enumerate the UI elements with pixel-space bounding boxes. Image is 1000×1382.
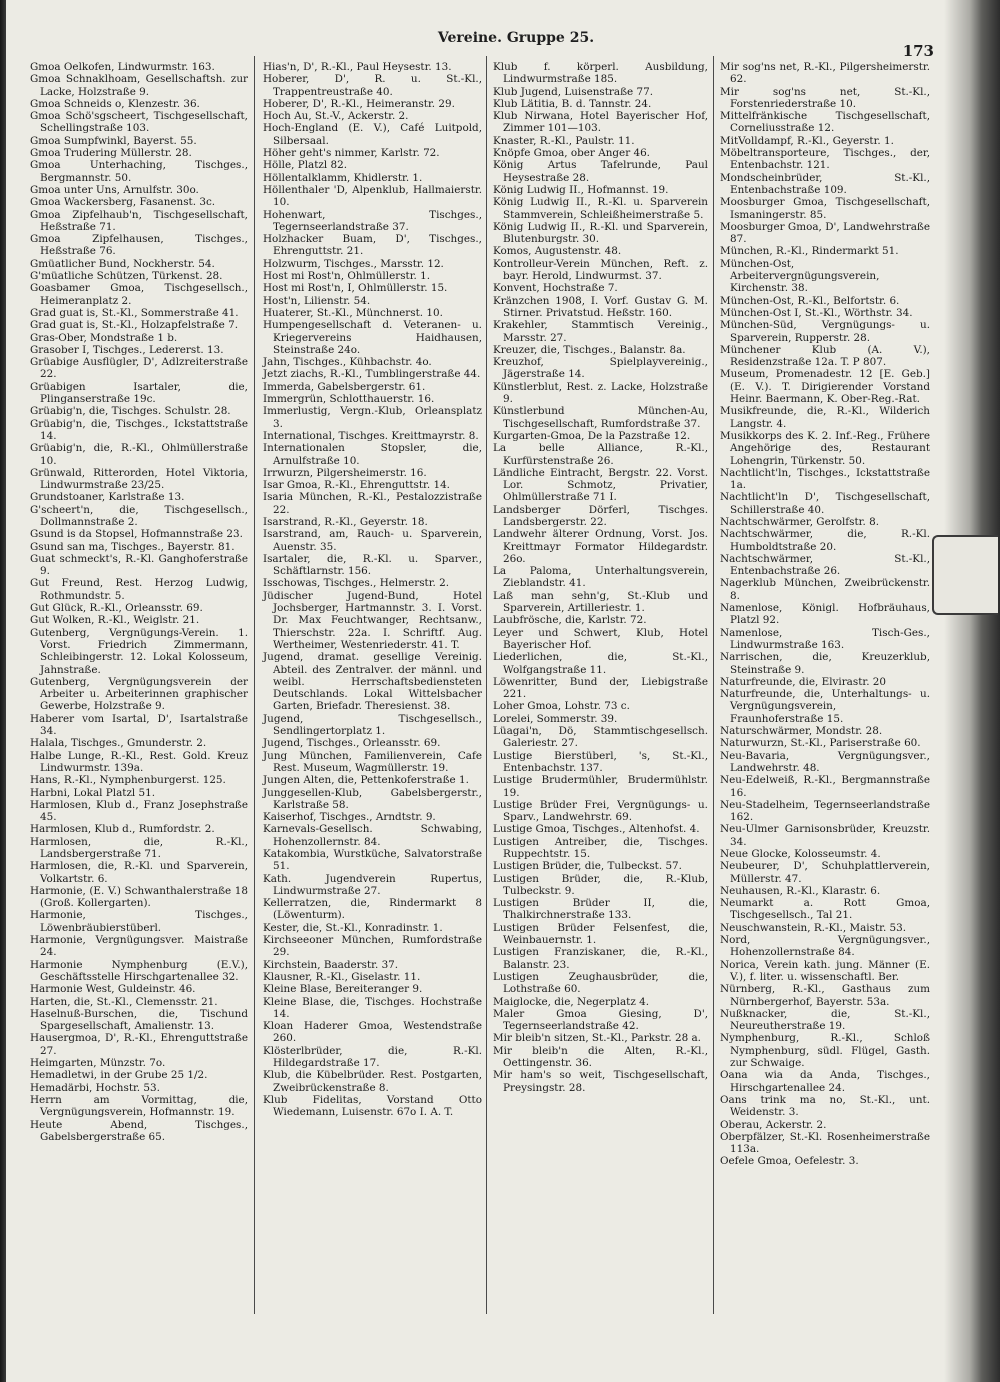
- directory-entry: Mondscheinbrüder, St.-Kl., Entenbachstraße 109.: [720, 171, 930, 196]
- directory-entry: La belle Alliance, R.-Kl., Kurfürstenstraße 26.: [493, 442, 708, 467]
- directory-entry: Hohenwart, Tischges., Tegernseerlandstraße 37.: [263, 208, 482, 233]
- directory-entry: Kleine Blase, die, Tischges. Hochstraße 14.: [263, 995, 482, 1020]
- directory-entry: Hans, R.-Kl., Nymphenburgerst. 125.: [30, 774, 226, 787]
- directory-entry: Mir bleib'n sitzen, St.-Kl., Parkstr. 28 a.: [493, 1032, 701, 1045]
- directory-entry: Maiglocke, die, Negerplatz 4.: [493, 995, 650, 1008]
- directory-entry: Namenlose, Königl. Hofbräuhaus, Platzl 92.: [720, 602, 930, 627]
- directory-entry: Harten, die, St.-Kl., Clemensstr. 21.: [30, 995, 218, 1008]
- directory-entry: Mittelfränkische Tischgesellschaft, Corneliusstraße 12.: [720, 110, 930, 135]
- directory-entry: Höher geht's nimmer, Karlstr. 72.: [263, 147, 440, 160]
- directory-entry: München-Ost I, St.-Kl., Wörthstr. 34.: [720, 306, 913, 319]
- directory-entry: Möbeltransporteure, Tischges., der, Entenbachstr. 121.: [720, 147, 930, 172]
- directory-entry: Lustigen Zeughausbrüder, die, Lothstraße 60.: [493, 970, 708, 996]
- directory-entry: Knöpfe Gmoa, ober Anger 46.: [493, 147, 650, 160]
- column-divider: [254, 56, 255, 1314]
- page-stack-edge: [970, 0, 1000, 1382]
- directory-entry: Musikkorps des K. 2. Inf.-Reg., Frühere Angehörige des, Restaurant Lohengrin, Türkenstr. 50.: [720, 429, 930, 467]
- directory-entry: Hoch-England (E. V.), Café Luitpold, Silbersaal.: [263, 122, 482, 147]
- directory-entry: Gmoa Zipfelhausen, Tischges., Heßstraße 76.: [30, 233, 248, 258]
- directory-entry: Gmoa Schneids o, Klenzestr. 36.: [30, 97, 200, 110]
- directory-entry: Kleine Blase, Bereiteranger 9.: [263, 983, 423, 996]
- directory-entry: Konvent, Hochstraße 7.: [493, 282, 618, 295]
- directory-entry: Jüdischer Jugend-Bund, Hotel Jochsberger, Hartmannstr. 3. I. Vorst. Dr. Max Feuchtwanger, Rechtsanw., Thierschstr. 22a. I. Schriftf. Aug. Wertheimer, Westenriederstr. 41. T.: [263, 589, 482, 651]
- directory-entry: Gsund is da Stopsel, Hofmannstraße 23.: [30, 528, 243, 541]
- directory-entry: Neue Glocke, Kolosseumstr. 4.: [720, 848, 881, 860]
- directory-entry: Klausner, R.-Kl., Giselastr. 11.: [263, 970, 421, 983]
- directory-entry: München, R.-Kl., Rindermarkt 51.: [720, 245, 899, 258]
- directory-entry: Neubeurer, D', Schuhplattlerverein, Müllerstr. 47.: [720, 860, 930, 885]
- index-tab: [932, 535, 998, 615]
- directory-entry: Gsund san ma, Tischges., Bayerstr. 81.: [30, 540, 235, 553]
- directory-entry: Jetzt ziachs, R.-Kl., Tumblingerstraße 44.: [263, 368, 481, 381]
- directory-entry: International, Tischges. Kreittmayrstr. 8.: [263, 429, 479, 442]
- directory-entry: Namenlose, Tisch-Ges., Lindwurmstraße 163.: [720, 626, 930, 651]
- directory-entry: Münchener Klub (A. V.), Residenzstraße 12a. T. P 807.: [720, 343, 930, 369]
- directory-entry: Gut Glück, R.-Kl., Orleansstr. 69.: [30, 602, 203, 615]
- directory-entry: Gras-Ober, Mondstraße 1 b.: [30, 331, 178, 344]
- directory-entry: Grüabige Ausflügler, D', Adlzreiterstraße 22.: [30, 356, 248, 381]
- directory-entry: Klub, die Kübelbrüder. Rest. Postgarten, Zweibrückenstraße 8.: [263, 1069, 482, 1094]
- directory-entry: Jugend, Tischgesellsch., Sendlingertorplatz 1.: [263, 712, 482, 738]
- directory-entry: Laß man sehn'g, St.-Klub und Sparverein, Artilleriestr. 1.: [493, 589, 708, 615]
- directory-entry: Halbe Lunge, R.-Kl., Rest. Gold. Kreuz Lindwurmstr. 139a.: [30, 749, 248, 774]
- directory-entry: Kontrolleur-Verein München, Reft. z. bayr. Herold, Lindwurmst. 37.: [493, 257, 708, 283]
- directory-entry: München-Süd, Vergnügungs- u. Sparverein, Rupperstr. 28.: [720, 319, 930, 344]
- directory-entry: Jahn, Tischges., Kühbachstr. 4o.: [263, 356, 432, 369]
- directory-entry: Hoch Au, St.-V., Ackerstr. 2.: [263, 110, 409, 123]
- directory-entry: Grüabigen Isartaler, die, Plinganserstraße 19c.: [30, 380, 248, 406]
- directory-entry: Hemadletwi, in der Grube 25 1/2.: [30, 1069, 208, 1082]
- directory-entry: Hölle, Platzl 82.: [263, 159, 348, 172]
- directory-entry: Lustige Bierstüberl, 's, St.-Kl., Entenbachstr. 137.: [493, 749, 708, 774]
- directory-entry: Gutenberg, Vergnügungsverein der Arbeiter u. Arbeiterinnen graphischer Gewerbe, Holzstraße 9.: [30, 675, 248, 713]
- directory-entry: Jugend, dramat. gesellige Vereinig. Abteil. des Zentralver. der männl. und weibl. Herrschaftsbediensteten Deutschlands. Lokal Wittelsbacher Garten, Briefadr. Theresienst. 38.: [263, 651, 482, 713]
- directory-entry: Gmoa Sumpfwinkl, Bayerst. 55.: [30, 134, 197, 147]
- directory-entry: Oana wia da Anda, Tischges., Hirschgartenallee 24.: [720, 1069, 930, 1094]
- running-header: Vereine. Gruppe 25.: [437, 30, 595, 46]
- directory-entry: Jugend, Tischges., Orleansstr. 69.: [263, 737, 441, 750]
- directory-entry: La Paloma, Unterhaltungsverein, Zieblandstr. 41.: [493, 565, 708, 590]
- directory-entry: Isaria München, R.-Kl., Pestalozzistraße 22.: [263, 491, 482, 516]
- directory-entry: Neu-Edelweiß, R.-Kl., Bergmannstraße 16.: [720, 774, 930, 799]
- directory-entry: Goasbamer Gmoa, Tischgesellsch., Heimeranplatz 2.: [30, 282, 248, 307]
- directory-entry: Nymphenburg, R.-Kl., Schloß Nymphenburg, südl. Flügel, Gasth. zur Schwaige.: [720, 1032, 930, 1070]
- directory-entry: Neuschwanstein, R.-Kl., Maistr. 53.: [720, 921, 907, 934]
- directory-entry: München-Ost, R.-Kl., Belfortstr. 6.: [720, 294, 900, 307]
- directory-entry: Gut Wolken, R.-Kl., Weiglstr. 21.: [30, 614, 200, 627]
- directory-entry: Host mi Rost'n, I, Ohlmüllerstr. 15.: [263, 282, 448, 295]
- directory-entry: Künstlerblut, Rest. z. Lacke, Holzstraße 9.: [493, 380, 708, 406]
- directory-entry: Krakehler, Stammtisch Vereinig., Marsstr. 27.: [493, 319, 708, 344]
- directory-entry: Naturschwärmer, Mondstr. 28.: [720, 725, 883, 738]
- directory-entry: Hias'n, D', R.-Kl., Paul Heysestr. 13.: [263, 61, 452, 73]
- directory-entry: König Artus Tafelrunde, Paul Heysestraße 28.: [493, 159, 708, 184]
- directory-entry: Haselnuß-Burschen, die, Tischund Spargesellschaft, Amalienstr. 13.: [30, 1007, 248, 1033]
- directory-entry: Kreuzer, die, Tischges., Balanstr. 8a.: [493, 343, 686, 356]
- directory-entry: Harmlosen, Klub d., Franz Josephstraße 45.: [30, 798, 248, 824]
- directory-entry: Hemadärbi, Hochstr. 53.: [30, 1081, 160, 1094]
- directory-entry: Harmonie, Tischges., Löwenbräubierstüberl.: [30, 909, 248, 934]
- directory-entry: Gutenberg, Vergnügungs-Verein. 1. Vorst. Friedrich Zimmermann, Schleibingerstr. 12. Lokal Kolosseum, Jahnstraße.: [30, 626, 248, 676]
- directory-entry: Harmlosen, die, R.-Kl. und Sparverein, Volkartstr. 6.: [30, 860, 248, 885]
- entry-column-2: [263, 61, 482, 1119]
- directory-entry: Jung München, Familienverein, Cafe Rest. Museum, Wagmüllerstr. 19.: [263, 749, 482, 774]
- directory-entry: Oefele Gmoa, Oefelestr. 3.: [720, 1155, 859, 1168]
- directory-entry: Klub Jugend, Luisenstraße 77.: [493, 85, 654, 98]
- directory-entry: Nachtschwärmer, Gerolfstr. 8.: [720, 515, 879, 528]
- directory-entry: Harmonie, (E. V.) Schwanthalerstraße 18 (Groß. Kollergarten).: [30, 884, 248, 910]
- directory-entry: Gmoa Trudering Müllerstr. 28.: [30, 147, 192, 160]
- directory-entry: Holzwurm, Tischges., Marsstr. 12.: [263, 257, 444, 270]
- directory-entry: König Ludwig II., Hofmannst. 19.: [493, 183, 669, 196]
- directory-entry: Grüabig'n, die, Tischges. Schulstr. 28.: [30, 405, 231, 418]
- directory-entry: Kester, die, St.-Kl., Konradinstr. 1.: [263, 921, 443, 934]
- directory-entry: Naturfreunde, die, Unterhaltungs- u. Vergnügungsverein, Fraunhoferstraße 15.: [720, 688, 930, 725]
- directory-entry: König Ludwig II., R.-Kl. u. Sparverein Stammverein, Schleißheimerstraße 5.: [493, 196, 708, 221]
- directory-entry: Harmlosen, die, R.-Kl., Landsbergerstraße 71.: [30, 835, 248, 860]
- directory-entry: Grad guat is, St.-Kl., Sommerstraße 41.: [30, 306, 239, 319]
- directory-entry: Mir bleib'n die Alten, R.-Kl., Oettingenstr. 36.: [493, 1044, 708, 1070]
- directory-entry: Kreuzhof, Spielplayvereinig., Jägerstraße 14.: [493, 356, 708, 381]
- directory-entry: Grasober I, Tischges., Ledererst. 13.: [30, 343, 224, 356]
- directory-entry: Museum, Promenadestr. 12 [E. Geb.] (E. V.). T. Dirigierender Vorstand Heinr. Baermann, K. Ober-Reg.-Rat.: [720, 368, 930, 406]
- directory-entry: Heimgarten, Münzstr. 7o.: [30, 1057, 166, 1070]
- directory-entry: Isarstrand, am, Rauch- u. Sparverein, Auenstr. 35.: [263, 528, 482, 553]
- directory-entry: München-Ost, Arbeitervergnügungsverein, Kirchenstr. 38.: [720, 257, 880, 295]
- directory-entry: Oans trink ma no, St.-Kl., unt. Weidenstr. 3.: [720, 1093, 930, 1119]
- directory-entry: MitVolldampf, R.-Kl., Geyerstr. 1.: [720, 134, 894, 147]
- directory-entry: Gmoa unter Uns, Arnulfstr. 30o.: [30, 183, 199, 196]
- directory-entry: Haberer vom Isartal, D', Isartalstraße 34.: [30, 712, 248, 738]
- directory-entry: Gmoa Oelkofen, Lindwurmstr. 163.: [30, 61, 215, 73]
- directory-entry: Immerlustig, Vergn.-Klub, Orleansplatz 3.: [263, 405, 482, 430]
- directory-entry: Harmonie Nymphenburg (E.V.), Geschäftsstelle Hirschgartenallee 32.: [30, 958, 248, 983]
- directory-entry: Junggesellen-Klub, Gabelsbergerstr., Karlstraße 58.: [263, 786, 482, 811]
- directory-page: [6, 0, 970, 1382]
- directory-entry: Gmoa Schö'sgscheert, Tischgesellschaft, Schellingstraße 103.: [30, 110, 248, 135]
- directory-entry: Isartaler, die, R.-Kl. u. Sparver., Schäftlarnstr. 156.: [263, 552, 482, 578]
- directory-entry: Gmoa Wackersberg, Fasanenst. 3c.: [30, 196, 216, 209]
- directory-entry: Kurgarten-Gmoa, De la Pazstraße 12.: [493, 429, 691, 442]
- directory-entry: Harmonie, Vergnügungsver. Maistraße 24.: [30, 934, 248, 959]
- entry-column-4: [720, 61, 930, 1168]
- directory-entry: Irrwurzn, Pilgersheimerstr. 16.: [263, 466, 427, 479]
- directory-entry: Harmlosen, Klub d., Rumfordstr. 2.: [30, 823, 215, 836]
- directory-entry: Host'n, Lilienstr. 54.: [263, 294, 371, 307]
- directory-entry: Oberau, Ackerstr. 2.: [720, 1118, 827, 1131]
- directory-entry: Neumarkt a. Rott Gmoa, Tischgesellsch., Tal 21.: [720, 897, 930, 922]
- directory-entry: Guat schmeckt's, R.-Kl. Ganghoferstraße 9.: [30, 552, 248, 578]
- directory-entry: Nachtlicht'ln, Tischges., Ickstattstraße 1a.: [720, 466, 930, 492]
- directory-entry: Hoberer, D', R. u. St.-Kl., Trappentreustraße 40.: [263, 73, 482, 98]
- directory-entry: Halala, Tischges., Gmunderstr. 2.: [30, 737, 207, 750]
- directory-entry: Heute Abend, Tischges., Gabelsbergerstraße 65.: [30, 1118, 248, 1143]
- directory-entry: Lustige Brudermühler, Brudermühlstr. 19.: [493, 774, 708, 799]
- directory-entry: Höllenthaler 'D, Alpenklub, Hallmaierstr. 10.: [263, 183, 482, 209]
- directory-entry: Kloan Haderer Gmoa, Westendstraße 260.: [263, 1020, 482, 1045]
- directory-entry: Naturfreunde, die, Elvirastr. 20: [720, 675, 887, 688]
- directory-entry: König Ludwig II., R.-Kl. und Sparverein, Blutenburgstr. 30.: [493, 220, 708, 246]
- directory-entry: Neu-Stadelheim, Tegernseerlandstraße 162.: [720, 798, 930, 824]
- directory-entry: Maler Gmoa Giesing, D', Tegernseerlandstraße 42.: [493, 1007, 708, 1033]
- directory-entry: Lüagai'n, Dö, Stammtischgesellsch. Galeriestr. 27.: [493, 725, 708, 750]
- directory-entry: Knaster, R.-Kl., Paulstr. 11.: [493, 134, 635, 147]
- directory-entry: Neu-Ulmer Garnisonsbrüder, Kreuzstr. 34.: [720, 823, 930, 848]
- directory-entry: Landsberger Dörferl, Tischges. Landsbergerstr. 22.: [493, 503, 708, 528]
- directory-entry: Lustigen Brüder Felsenfest, die, Weinbauernstr. 1.: [493, 921, 708, 947]
- directory-entry: Isarstrand, R.-Kl., Geyerstr. 18.: [263, 515, 428, 528]
- directory-entry: Lorelei, Sommerstr. 39.: [493, 712, 618, 725]
- directory-entry: Jungen Alten, die, Pettenkoferstraße 1.: [263, 774, 469, 787]
- directory-entry: Lustigen Brüder, die, Tulbeckst. 57.: [493, 860, 682, 873]
- directory-entry: Komos, Augustenstr. 48.: [493, 245, 622, 258]
- directory-entry: Liederlichen, die, St.-Kl., Wolfgangstraße 11.: [493, 651, 708, 676]
- directory-entry: Host mi Rost'n, Ohlmüllerstr. 1.: [263, 270, 431, 283]
- directory-entry: Grad guat is, St.-Kl., Holzapfelstraße 7.: [30, 319, 239, 332]
- directory-entry: Mir sog'ns net, R.-Kl., Pilgersheimerstr. 62.: [720, 61, 930, 86]
- directory-entry: Norica, Verein kath. jung. Männer (E. V.), f. liter. u. wissenschaftl. Ber.: [720, 958, 930, 983]
- directory-entry: Grünwald, Ritterorden, Hotel Viktoria, Lindwurmstraße 23/25.: [30, 466, 248, 492]
- directory-entry: Kirchseeoner München, Rumfordstraße 29.: [263, 934, 482, 959]
- directory-entry: Klub f. körperl. Ausbildung, Lindwurmstraße 185.: [493, 61, 708, 86]
- directory-entry: Herrn am Vormittag, die, Vergnügungsverein, Hofmannstr. 19.: [30, 1093, 248, 1119]
- directory-entry: Moosburger Gmoa, Tischgesellschaft, Ismaningerstr. 85.: [720, 196, 930, 221]
- directory-entry: Klub Nirwana, Hotel Bayerischer Hof, Zimmer 101—103.: [493, 110, 708, 135]
- directory-entry: Kaiserhof, Tischges., Arndtstr. 9.: [263, 811, 436, 824]
- directory-entry: Narrischen, die, Kreuzerklub, Steinstraße 9.: [720, 651, 930, 676]
- directory-entry: Kath. Jugendverein Rupertus, Lindwurmstraße 27.: [263, 872, 482, 897]
- directory-entry: Isar Gmoa, R.-Kl., Ehrenguttstr. 14.: [263, 479, 450, 492]
- directory-entry: Holzhacker Buam, D', Tischges., Ehrenguttstr. 21.: [263, 233, 482, 258]
- directory-entry: Ländliche Eintracht, Bergstr. 22. Vorst. Lor. Schmotz, Privatier, Ohlmüllerstraße 71 I.: [493, 466, 708, 504]
- column-divider: [486, 56, 487, 1314]
- directory-entry: Landwehr älterer Ordnung, Vorst. Jos. Kreittmayr Formator Hildegardstr. 26o.: [493, 528, 708, 565]
- directory-entry: Klub Lätitia, B. d. Tannstr. 24.: [493, 97, 652, 110]
- directory-entry: Internationalen Stopsler, die, Arnulfstraße 10.: [263, 442, 482, 467]
- directory-entry: Künstlerbund München-Au, Tischgesellschaft, Rumfordstraße 37.: [493, 405, 708, 430]
- directory-entry: Immergrün, Schlotthauerstr. 16.: [263, 393, 435, 406]
- directory-entry: Gut Freund, Rest. Herzog Ludwig, Rothmundstr. 5.: [30, 577, 248, 602]
- directory-entry: Mir sog'ns net, St.-Kl., Forstenriederstraße 10.: [720, 85, 930, 110]
- directory-entry: Nagerklub München, Zweibrückenstr. 8.: [720, 577, 930, 602]
- page-number: 173: [902, 42, 934, 60]
- directory-entry: Leyer und Schwert, Klub, Hotel Bayerischer Hof.: [493, 626, 708, 651]
- directory-entry: Nußknacker, die, St.-Kl., Neureutherstraße 19.: [720, 1007, 930, 1033]
- directory-entry: G'scheert'n, die, Tischgesellsch., Dollmannstraße 2.: [30, 503, 248, 528]
- directory-entry: Karnevals-Gesellsch. Schwabing, Hohenzollernstr. 84.: [263, 823, 482, 848]
- directory-entry: Grüabig'n, die, Tischges., Ickstattstraße 14.: [30, 417, 248, 442]
- directory-entry: Oberpfälzer, St.-Kl. Rosenheimerstraße 113a.: [720, 1130, 930, 1156]
- directory-entry: Nachtschwärmer, St.-Kl., Entenbachstraße 26.: [720, 552, 930, 578]
- directory-entry: Gmüatlicher Bund, Nockherstr. 54.: [30, 257, 215, 270]
- directory-entry: Grüabig'n, die, R.-Kl., Ohlmüllerstraße 10.: [30, 442, 248, 467]
- directory-entry: Hoberer, D', R.-Kl., Heimeranstr. 29.: [263, 97, 455, 110]
- directory-entry: Neu-Bavaria, Vergnügungsver., Landwehrstr. 48.: [720, 749, 930, 774]
- directory-entry: Kellerratzen, die, Rindermarkt 8 (Löwenturm).: [263, 897, 482, 922]
- directory-entry: Klösterlbrüder, die, R.-Kl. Hildegardstraße 17.: [263, 1044, 482, 1070]
- directory-entry: Musikfreunde, die, R.-Kl., Wilderich Langstr. 4.: [720, 405, 930, 430]
- directory-entry: Katakombia, Wurstküche, Salvatorstraße 51.: [263, 848, 482, 873]
- directory-entry: Klub Fidelitas, Vorstand Otto Wiedemann, Luisenstr. 67o I. A. T.: [263, 1093, 482, 1119]
- directory-entry: Naturwurzn, St.-Kl., Pariserstraße 60.: [720, 737, 921, 750]
- directory-entry: Isschowas, Tischges., Helmerstr. 2.: [263, 577, 450, 590]
- directory-entry: Huaterer, St.-Kl., Münchnerst. 10.: [263, 306, 443, 319]
- directory-entry: Lustigen Brüder II, die, Thalkirchnerstraße 133.: [493, 897, 708, 922]
- entry-column-1: [30, 61, 248, 1143]
- directory-entry: Grundstoaner, Karlstraße 13.: [30, 491, 185, 504]
- directory-entry: Mir ham's so weit, Tischgesellschaft, Preysingstr. 28.: [493, 1069, 708, 1094]
- directory-entry: Moosburger Gmoa, D', Landwehrstraße 87.: [720, 220, 930, 246]
- directory-entry: Immerda, Gabelsbergerstr. 61.: [263, 380, 426, 393]
- directory-entry: Höllentalklamm, Khidlerstr. 1.: [263, 171, 423, 184]
- directory-entry: Loher Gmoa, Lohstr. 73 c.: [493, 700, 630, 713]
- directory-entry: Nord, Vergnügungsver., Hohenzollernstraße 84.: [720, 934, 930, 959]
- directory-entry: Lustigen Franziskaner, die, R.-Kl., Balanstr. 23.: [493, 946, 708, 971]
- entry-column-3: [493, 61, 708, 1094]
- directory-entry: Löwenritter, Bund der, Liebigstraße 221.: [493, 675, 708, 701]
- directory-entry: Kränzchen 1908, I. Vorf. Gustav G. M. Stirner. Privatstud. Heßstr. 160.: [493, 294, 708, 319]
- directory-entry: Lustigen Antreiber, die, Tischges. Ruppechtstr. 15.: [493, 835, 708, 860]
- directory-entry: Kirchstein, Baaderstr. 37.: [263, 958, 399, 971]
- directory-entry: Nürnberg, R.-Kl., Gasthaus zum Nürnbergerhof, Bayerstr. 53a.: [720, 983, 930, 1008]
- directory-entry: Lustige Brüder Frei, Vergnügungs- u. Sparv., Landwehrstr. 69.: [493, 798, 708, 824]
- directory-entry: Nachtschwärmer, die, R.-Kl. Humboldtstraße 20.: [720, 528, 930, 553]
- directory-entry: Gmoa Unterhaching, Tischges., Bergmannstr. 50.: [30, 159, 248, 184]
- directory-entry: Humpengesellschaft d. Veteranen- u. Kriegervereins Haidhausen, Steinstraße 24o.: [263, 319, 482, 356]
- directory-entry: Lustige Gmoa, Tischges., Altenhofst. 4.: [493, 823, 700, 836]
- directory-entry: Neuhausen, R.-Kl., Klarastr. 6.: [720, 884, 881, 897]
- directory-entry: Lustigen Brüder, die, R.-Klub, Tulbeckstr. 9.: [493, 872, 708, 897]
- directory-entry: Harmonie West, Guldeinstr. 46.: [30, 983, 196, 996]
- directory-entry: Gmoa Schnaklhoam, Gesellschaftsh. zur Lacke, Holzstraße 9.: [30, 73, 248, 98]
- column-divider: [713, 56, 714, 1314]
- directory-entry: Hausergmoa, D', R.-Kl., Ehrenguttstraße 27.: [30, 1032, 248, 1057]
- directory-entry: Laubfrösche, die, Karlstr. 72.: [493, 614, 647, 627]
- directory-entry: Harbni, Lokal Platzl 51.: [30, 786, 156, 799]
- directory-entry: G'müatliche Schützen, Türkenst. 28.: [30, 270, 223, 283]
- directory-entry: Nachtlicht'ln D', Tischgesellschaft, Schillerstraße 40.: [720, 491, 930, 516]
- directory-entry: Gmoa Zipfelhaub'n, Tischgesellschaft, Heßstraße 71.: [30, 208, 248, 233]
